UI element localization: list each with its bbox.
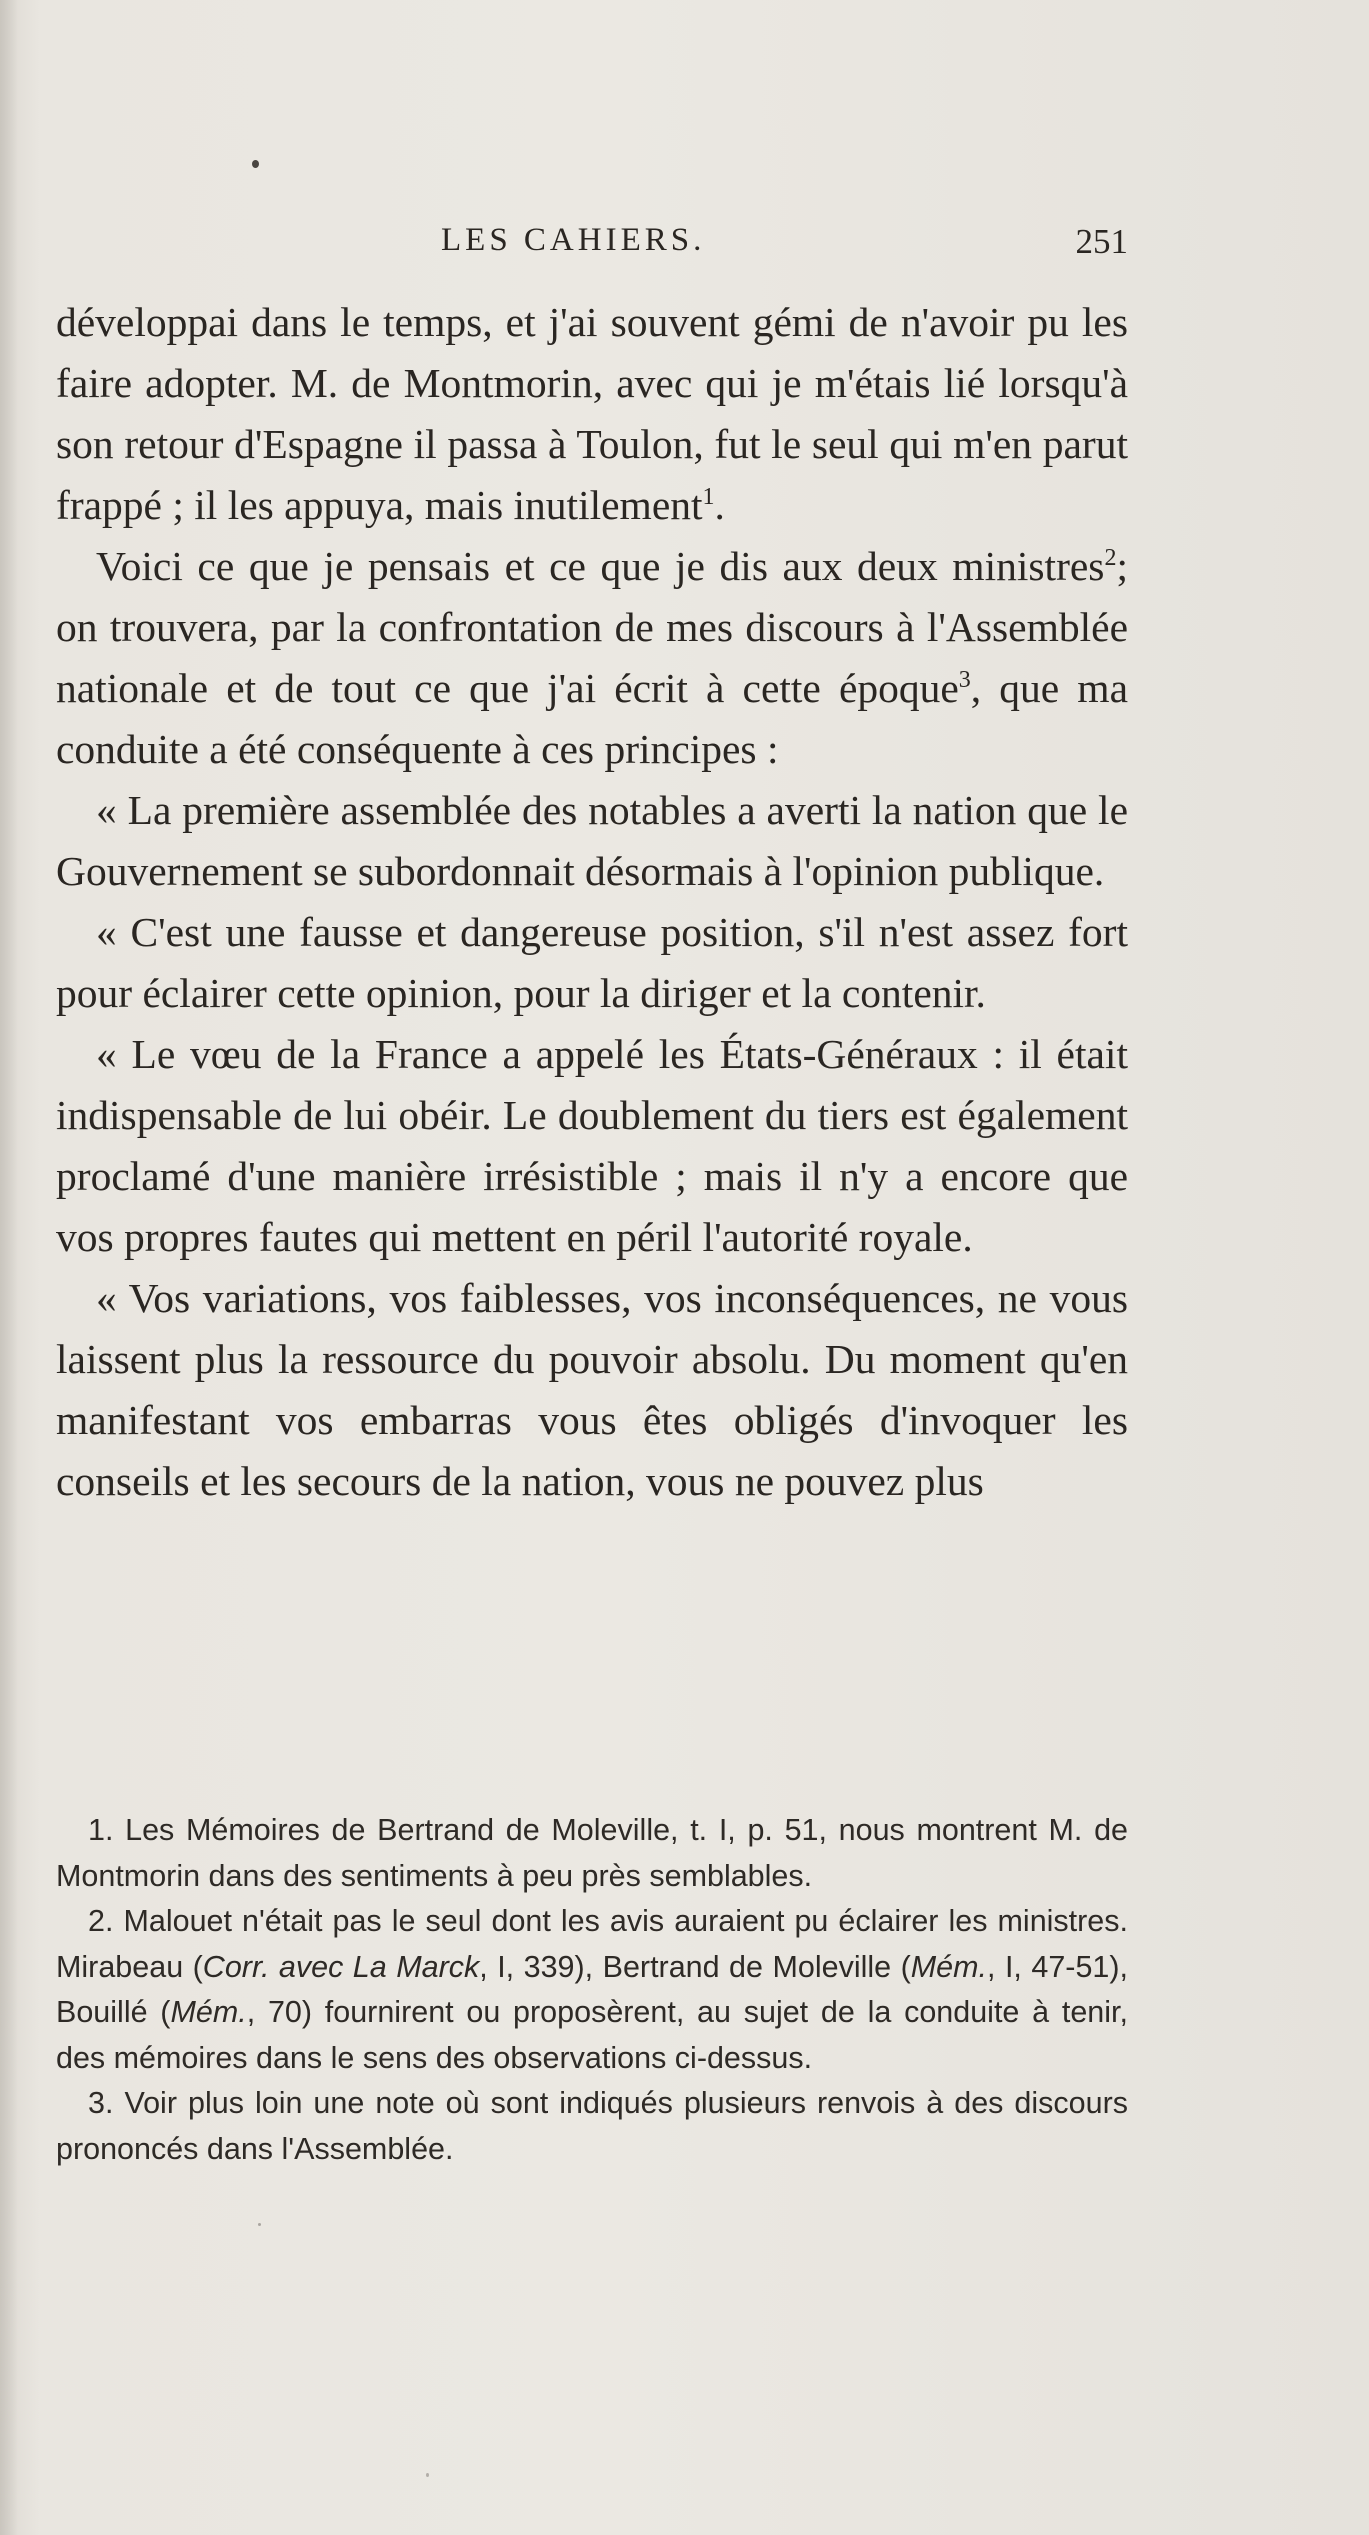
footnote-2: [56, 1899, 1128, 2081]
footnote-ref[interactable]: 1: [702, 484, 715, 511]
footnote-text: , I, 339), Bertrand de Moleville (: [479, 1949, 911, 1984]
footnote-1: 1. Les Mémoires de Bertrand de Moleville, t. I, p. 51, nous montrent M. de Montmorin dans des sentiments à peu près semblables.: [56, 1813, 1128, 1893]
page-number: 251: [1075, 222, 1128, 261]
quote-paragraph: « C'est une fausse et dangereuse position, s'il n'est assez fort pour éclairer cette opinion, pour la diriger et la contenir.: [56, 909, 1128, 1016]
quote-paragraph: « La première assemblée des notables a averti la nation que le Gouvernement se subordonnait désormais à l'opinion publique.: [56, 787, 1128, 894]
ink-speck: [258, 2223, 261, 2226]
footnote-text: , I, 47-51), Bouillé (: [56, 1949, 1129, 2029]
spine-shadow: [0, 0, 18, 2535]
paragraph-text: .: [714, 482, 725, 528]
paragraph-text: développai dans le temps, et j'ai souvent gémi de n'avoir pu les faire adopter. M. de Montmorin, avec qui je m'étais lié lorsqu'à son retour d'Espagne il passa à Toulon, fut le seul qui m'en parut frappé ; il les appuya, mais inutilement: [56, 299, 1128, 528]
paragraph: [56, 292, 1128, 536]
running-title: LES CAHIERS.: [441, 222, 706, 258]
ink-speck: [252, 160, 259, 168]
quote-paragraph: « Vos variations, vos faiblesses, vos inconséquences, ne vous laissent plus la ressource du pouvoir absolu. Du moment qu'en manifestant vos embarras vous êtes obligés d'invoquer les conseils et les secours de la nation, vous ne pouvez plus: [56, 1275, 1128, 1504]
footnotes: [56, 1808, 1128, 2172]
footnote-3: 3. Voir plus loin une note où sont indiqués plusieurs renvois à des discours prononcés dans l'Assemblée.: [56, 2086, 1128, 2166]
footnote-text: , 70) fournirent ou proposèrent, au sujet de la conduite à tenir, des mémoires dans le sens des observations ci-dessus.: [56, 1995, 1128, 2075]
paragraph-text: , que ma conduite a été conséquente à ces principes :: [56, 665, 1128, 772]
paragraph-text: ; on trouvera, par la confrontation de mes discours à l'Assemblée nationale et de tout ce que j'ai écrit à cette époque: [56, 543, 1128, 711]
footnote-citation: Mém.: [910, 1949, 987, 1984]
footnote-citation: Corr. avec La Marck: [202, 1949, 480, 1984]
page-header: [56, 222, 1128, 272]
paragraph: [56, 536, 1128, 780]
footnote-ref[interactable]: 3: [958, 667, 971, 694]
body-text: [56, 292, 1128, 1512]
paragraph-text: Voici ce que je pensais et ce que je dis aux deux ministres: [96, 543, 1105, 589]
footnote-text: 2. Malouet n'était pas le seul dont les avis auraient pu éclairer les ministres. Mirabeau (: [56, 1904, 1128, 1984]
footnote-ref[interactable]: 2: [1104, 545, 1117, 572]
ink-speck: [426, 2473, 429, 2477]
quote-paragraph: « Le vœu de la France a appelé les États-Généraux : il était indispensable de lui obéir. Le doublement du tiers est également proclamé d'une manière irrésistible ; mais il n'y a encore que vos propres fautes qui mettent en péril l'autorité royale.: [56, 1031, 1128, 1260]
footnote-citation: Mém.: [170, 1995, 247, 2029]
